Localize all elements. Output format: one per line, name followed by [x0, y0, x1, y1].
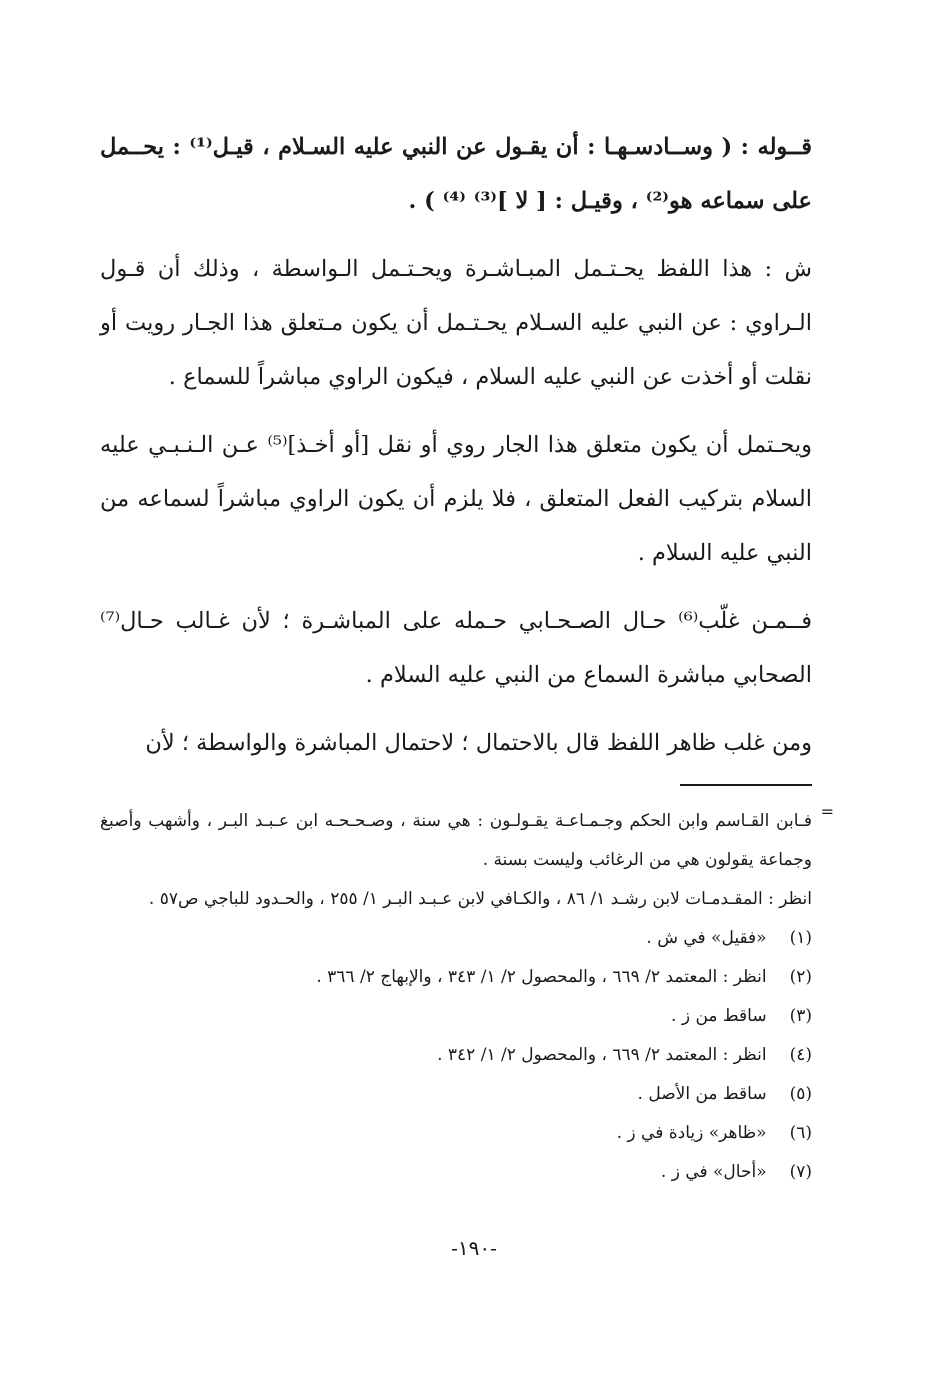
- footnotes: [100, 802, 834, 1192]
- footnote-number: (٣): [789, 1006, 812, 1026]
- footnote-number: (٥): [789, 1084, 812, 1104]
- footnote-text: ساقط من الأصل .: [637, 1084, 767, 1104]
- footnote-separator: [680, 784, 812, 786]
- footnote-text: «فقيل» في ش .: [646, 928, 767, 948]
- page-body: [100, 120, 834, 1192]
- continuation-mark: =: [820, 802, 834, 821]
- footnote-continuation: [100, 802, 834, 919]
- footnote-7: [100, 1153, 812, 1192]
- footnote-5: [100, 1075, 812, 1114]
- footnote-2: [100, 958, 812, 997]
- footnote-number: (٤): [789, 1045, 812, 1065]
- paragraph-commentary-2: ويحـتمل أن يكون متعلق هذا الجار روي أو نقل [أو أخـذ]⁽⁵⁾ عـن الـنـبـي عليه السلام بتركيب الفعل المتعلق ، فلا يلزم أن يكون الراوي مباشراً لسماعه من النبي عليه السلام .: [100, 432, 812, 566]
- footnote-continuation-line-2: انظر : المقـدمـات لابن رشـد ١/ ٨٦ ، والكـافي لابن عـبـد البـر ١/ ٢٥٥ ، والحـدود للباجي ص٥٧ .: [148, 889, 812, 909]
- footnote-text: انظر : المعتمد ٢/ ٦٦٩ ، والمحصول ٢/ ١/ ٣٤٢ .: [437, 1045, 767, 1065]
- paragraph-quote: قــوله : ( وســادسـهـا : أن يقـول عن النبي عليه السـلام ، قيـل⁽¹⁾ : يحــمل على سماعه هو⁽²⁾ ، وقيـل : [ لا ]⁽³⁾ ⁽⁴⁾ ) .: [100, 134, 812, 214]
- main-text: [100, 120, 812, 770]
- paragraph-commentary-4: ومن غلب ظاهر اللفظ قال بالاحتمال ؛ لاحتمال المباشرة والواسطة ؛ لأن: [145, 730, 812, 756]
- footnote-4: [100, 1036, 812, 1075]
- footnote-text: «ظاهر» زيادة في ز .: [616, 1123, 767, 1143]
- footnote-number: (٧): [789, 1162, 812, 1182]
- footnote-number: (١): [789, 928, 812, 948]
- page-number: -١٩٠-: [451, 1236, 497, 1260]
- paragraph-commentary-3: فــمـن غلّب⁽⁶⁾ حـال الصـحـابي حـمله على المباشـرة ؛ لأن غـالب حـال⁽⁷⁾ الصحابي مباشرة السماع من النبي عليه السلام .: [100, 608, 812, 688]
- footnote-1: [100, 919, 812, 958]
- paragraph-commentary-1: ش : هذا اللفظ يحـتـمل المبـاشـرة ويحـتـمل الـواسطة ، وذلك أن قـول الـراوي : عن النبي عليه السـلام يحـتـمل أن يكون مـتعلق هذا الجـار رويت أو نقلت أو أخذت عن النبي عليه السلام ، فيكون الراوي مباشراً للسماع .: [100, 256, 812, 390]
- footnote-3: [100, 997, 812, 1036]
- footnote-6: [100, 1114, 812, 1153]
- footnote-text: انظر : المعتمد ٢/ ٦٦٩ ، والمحصول ٢/ ١/ ٣٤٣ ، والإبهاج ٢/ ٣٦٦ .: [316, 967, 767, 987]
- footnote-number: (٢): [789, 967, 812, 987]
- footnote-number: (٦): [789, 1123, 812, 1143]
- footnote-text: «أحال» في ز .: [660, 1162, 767, 1182]
- footnote-text: ساقط من ز .: [671, 1006, 767, 1026]
- footnote-continuation-line-1: فـابن القـاسم وابن الحكم وجـمـاعـة يقـولـون : هي سنة ، وصـحـحـه ابن عـبـد البـر ، وأشهب وأصبغ وجماعة يقولون هي من الرغائب وليست بسنة .: [100, 811, 812, 870]
